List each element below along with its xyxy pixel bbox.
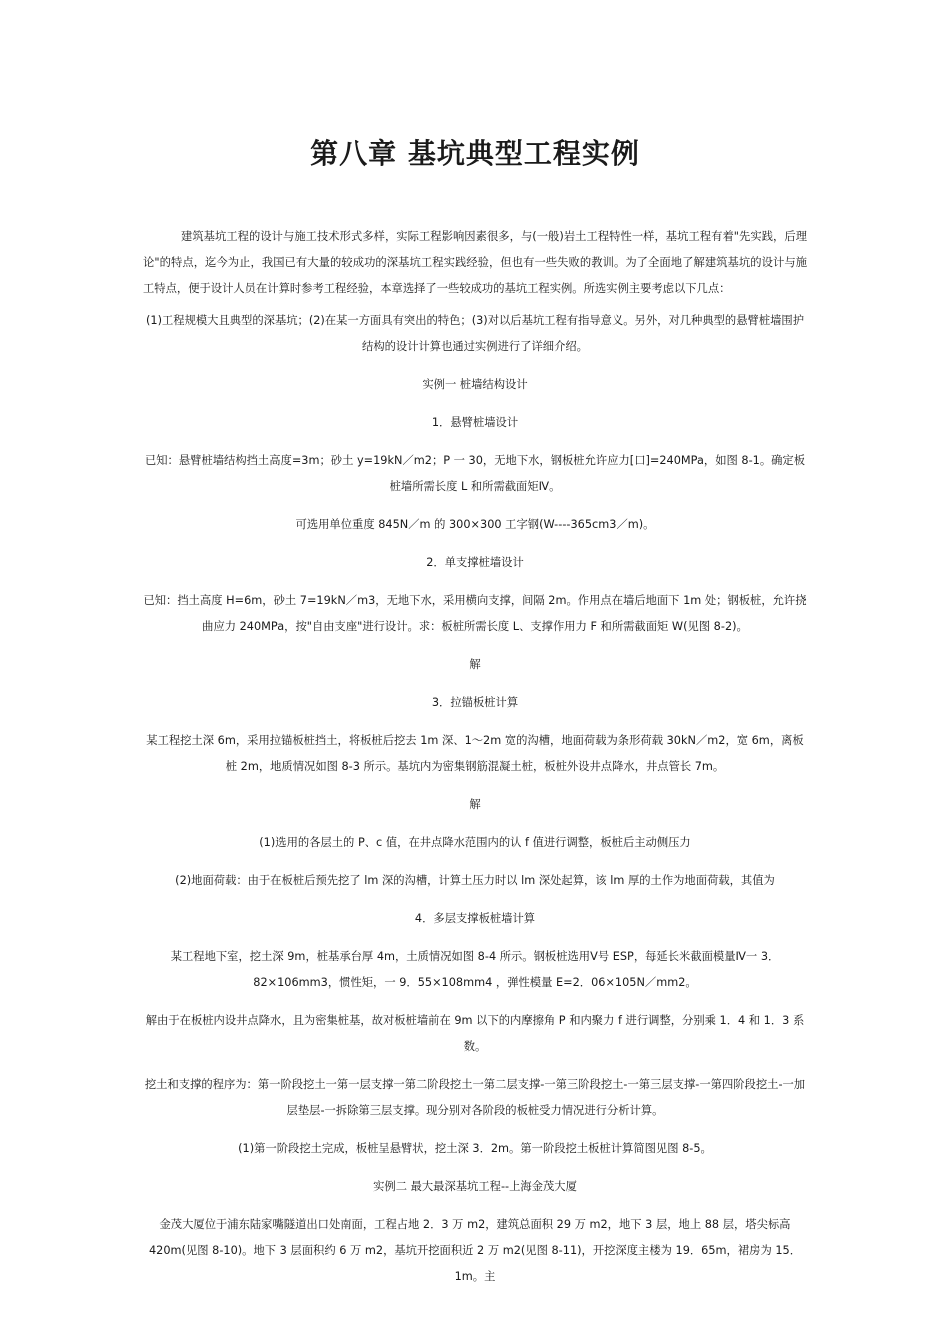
solution-label: 解 [469, 658, 481, 671]
section-4-description: 某工程地下室，挖土深 9m，桩基承台厚 4m，土质情况如图 8-4 所示。钢板桩选用Ⅴ号 ESP，每延长米截面模量Ⅳ一 3．82×106mm3，惯性矩，一 9．55×108mm4 ，弹性模量 E=2．06×105N／mm2。 [170, 950, 780, 989]
section-1-given: 已知：悬臂桩墙结构挡土高度=3m；砂土 y=19kN／m2；P 一 30，无地下水，钢板桩允许应力[口]=240MPa，如图 8-1。确定板桩墙所需长度 L 和所需截面矩Ⅳ。 [144, 454, 806, 493]
section-4-heading: 4．多层支撑板桩墙计算 [414, 912, 536, 925]
section-3-step-1: (1)选用的各层土的 P、c 值，在井点降水范围内的认 f 值进行调整，板桩后主动侧压力 [259, 836, 691, 849]
considerations-paragraph: (1)工程规模大且典型的深基坑；(2)在某一方面具有突出的特色；(3)对以后基坑工程有指导意义。另外，对几种典型的悬臂桩墙围护结构的设计计算也通过实例进行了详细介绍。 [145, 314, 805, 353]
example-2-description: 金茂大厦位于浦东陆家嘴隧道出口处南面，工程占地 2．3 万 m2，建筑总面积 29 万 m2，地下 3 层，地上 88 层，塔尖标高 420m(见图 8-10)。地下 3 层面积约 6 万 m2，基坑开挖面积近 2 万 m2(见图 8-11)，开挖深度主楼为 19．65m，裙房为 15．1m。主 [148, 1218, 802, 1283]
intro-paragraph: 建筑基坑工程的设计与施工技术形式多样，实际工程影响因素很多，与(一般)岩土工程特性一样，基坑工程有着"先实践，后理论"的特点，迄今为止，我国已有大量的较成功的深基坑工程实践经验，但也有一些失败的教训。为了全面地了解建筑基坑的设计与施工特点，便于设计人员在计算时参考工程经验，本章选择了一些较成功的基坑工程实例。所选实例主要考虑以下几点： [143, 230, 807, 295]
document-body [143, 224, 807, 1302]
example-1-heading: 实例一 桩墙结构设计 [422, 378, 528, 391]
section-1-heading: 1．悬臂桩墙设计 [431, 416, 519, 429]
section-2-heading: 2．单支撑桩墙设计 [426, 556, 524, 569]
section-3-step-2: (2)地面荷载：由于在板桩后预先挖了 lm 深的沟槽，计算土压力时以 lm 深处起算，该 lm 厚的土作为地面荷载，其值为 [175, 874, 775, 887]
example-2-heading: 实例二 最大最深基坑工程--上海金茂大厦 [373, 1180, 577, 1193]
section-3-heading: 3．拉锚板桩计算 [431, 696, 519, 709]
section-4-stage-1: (1)第一阶段挖土完成，板桩呈悬臂状，挖土深 3．2m。第一阶段挖土板桩计算简图见图 8-5。 [238, 1142, 712, 1155]
section-2-given: 已知：挡土高度 H=6m，砂土 7=19kN／m3，无地下水，采用横向支撑，间隔 2m。作用点在墙后地面下 1m 处；钢板桩，允许挠曲应力 240MPa，按"自由支座"进行设计。求：板桩所需长度 L、支撑作用力 F 和所需截面矩 W(见图 8-2)。 [143, 594, 807, 633]
section-4-procedure: 挖土和支撑的程序为：第一阶段挖土一第一层支撑一第二阶段挖土一第二层支撑-一第三阶段挖土-一第三层支撑-一第四阶段挖土-一加层垫层-一拆除第三层支撑。现分别对各阶段的板桩受力情况进行分析计算。 [144, 1078, 806, 1117]
solution-label: 解 [469, 798, 481, 811]
chapter-title: 第八章 基坑典型工程实例 [310, 137, 640, 170]
section-1-selection: 可选用单位重度 845N／m 的 300×300 工字钢(W----365cm3／m)。 [295, 518, 655, 531]
section-3-description: 某工程挖土深 6m，采用拉锚板桩挡土，将板桩后挖去 1m 深、1～2m 宽的沟槽，地面荷载为条形荷载 30kN／m2，宽 6m，离板桩 2m，地质情况如图 8-3 所示。基坑内为密集钢筋混凝土桩，板桩外设井点降水，井点管长 7m。 [146, 734, 804, 773]
section-4-solution: 解由于在板桩内设井点降水，且为密集桩基，故对板桩墙前在 9m 以下的内摩擦角 P 和内聚力 f 进行调整，分别乘 1．4 和 1．3 系数。 [145, 1014, 805, 1053]
